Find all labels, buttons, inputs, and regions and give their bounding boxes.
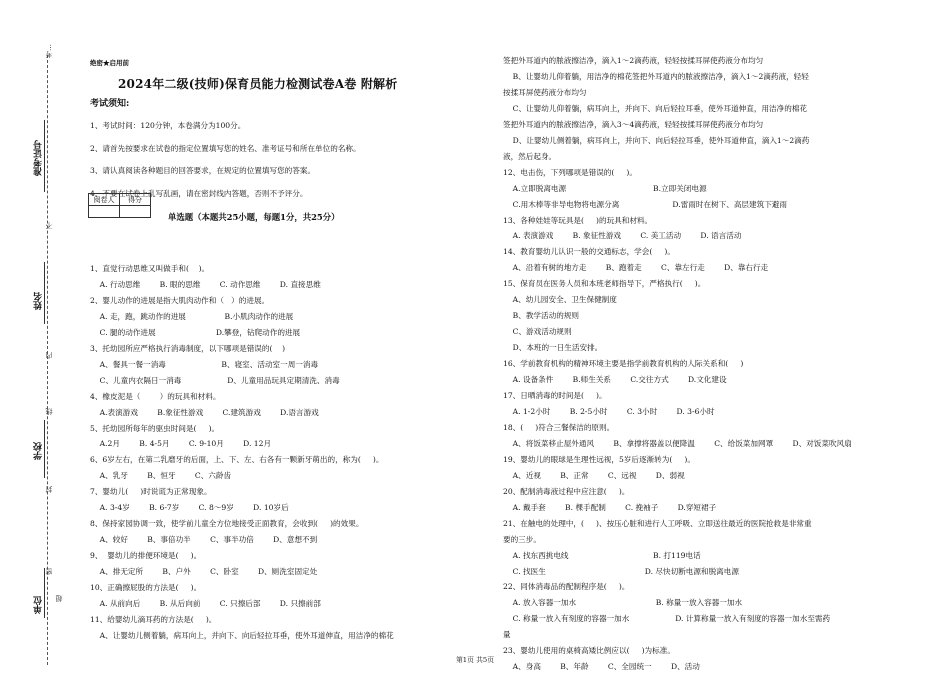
question-line: 4、橡皮泥是（ ）的玩具和材料。 — [90, 391, 221, 401]
unit-label: 单位 — [34, 596, 44, 614]
question-line: A、沿着有树的地方走 B、跑着走 C、靠左行走 D、靠右行走 — [503, 263, 769, 273]
question-line: C、儿童内衣隔日一消毒 D、儿童用品玩具定期清洗、消毒 — [90, 375, 340, 385]
question-line: 3、托幼园所应严格执行消毒制度，以下哪项是错误的( ) — [90, 343, 286, 353]
seal-word-3: 线 — [45, 408, 53, 415]
question-line: 按揉耳屏使药液分布均匀 — [503, 87, 587, 97]
question-line: 14、教育婴幼儿认识一般的交通标志，学会( )。 — [503, 247, 675, 257]
score-cell: 得分 — [120, 194, 151, 206]
question-line: 签把外耳道内的脓液擦洁净，滴入1～2滴药液，轻轻按揉耳屏使药液分布均匀 — [503, 56, 764, 65]
school-underline — [44, 420, 45, 478]
question-line: A. 1-2小时 B. 2-5小时 C. 3小时 D. 3-6小时 — [503, 406, 715, 416]
question-line: A、让婴幼儿侧着躺，病耳向上，并向下、向后轻拉耳垂，使外耳道伸直，用洁净的棉花 — [90, 630, 394, 640]
question-line: A. 从前向后 B. 从后向前 C. 只擦后部 D. 只擦前部 — [90, 599, 321, 609]
question-line: C、让婴幼儿仰着躺，病耳向上，并向下、向后轻拉耳垂，使外耳道伸直，用洁净的棉花 — [503, 103, 808, 113]
question-line: A、幼儿园安全、卫生保健制度 — [503, 295, 617, 305]
question-line: 18、( )符合三餐保洁的原则。 — [503, 422, 615, 432]
question-line: C、游戏活动规则 — [503, 327, 572, 337]
question-line: 11、给婴幼儿滴耳药的方法是( )。 — [90, 614, 217, 624]
question-line: 23、婴幼儿使用的桌椅高矮比例应以( )为标准。 — [503, 646, 675, 656]
question-line: C.用木棒等非导电物将电源分离 D.雷雨时在树下、高层建筑下避雨 — [503, 199, 787, 209]
question-line: 10、正确擦屁股的方法是( )。 — [90, 583, 202, 593]
question-line: A.立即脱离电源 B.立即关闭电源 — [503, 183, 707, 193]
question-line: A、较好 B、事倍功半 C、事半功倍 D、意想不到 — [90, 535, 318, 545]
question-line: C. 称量一放入有刻度的容器一加水 D. 计算称量一放入有刻度的容器一加水至需药 — [503, 614, 831, 624]
question-line: A. 表演游戏 B. 象征性游戏 C. 美工活动 D. 语言活动 — [503, 231, 742, 241]
right-question-list — [503, 53, 935, 675]
page-footer: 第1页 共5页 — [456, 656, 494, 664]
exam-title: 2024年二级(技师)保育员能力检测试卷A卷 附解析 — [118, 77, 398, 91]
question-line: 15、保育员在医务人员和本班老师指导下，严格执行( )。 — [503, 279, 706, 289]
question-line: 签把外耳道内的脓液擦洁净，滴入3～4滴药液，轻轻按揉耳屏使药液分布均匀 — [503, 119, 764, 129]
question-line: 要的三步。 — [503, 534, 541, 544]
question-line: 液，然后起身。 — [503, 151, 557, 161]
question-line: 1、直觉行动思维又叫做手和( )。 — [90, 264, 210, 273]
notice-item: 4、不要在试卷上乱写乱画，请在密封线内答题，否则不予评分。 — [90, 188, 308, 198]
question-line: 21、在触电的处理中，( )、按压心脏和进行人工呼吸、立即送往最近的医院抢救是非常重 — [503, 518, 812, 528]
question-line: A.2月 B. 4-5月 C. 9-10月 D. 12月 — [90, 439, 272, 449]
question-line: A. 放入容器一加水 B. 称量一放入容器一加水 — [503, 598, 743, 608]
seal-word-5: 密 — [45, 568, 53, 575]
score-blank[interactable] — [120, 206, 151, 218]
question-line: 12、电击伤，下列哪项是错误的( )。 — [503, 167, 637, 177]
question-line: B、让婴幼儿仰着躺，用洁净的棉花签把外耳道内的脓液擦洁净，滴入1～2滴药液，轻轻 — [503, 71, 809, 81]
notice-list — [90, 115, 480, 205]
question-line: 7、婴幼儿( )时说谎为正常现象。 — [90, 487, 212, 497]
question-line: A. 找东西挑电线 B. 打119电话 — [503, 550, 701, 560]
binding-margin — [0, 0, 70, 671]
question-line: 16、学前教育机构的精神环境主要是指学前教育机构的人际关系和( ) — [503, 359, 744, 369]
question-line: A、近视 B、正常 C、远视 D、弱视 — [503, 470, 685, 480]
question-line: A. 走，跑，跳动作的进展 B.小肌肉动作的进展 — [90, 311, 294, 321]
question-line: B、教学活动的规则 — [503, 311, 579, 321]
notice-item: 3、请认真阅读各种题目的回答要求，在规定的位置填写您的答案。 — [90, 166, 316, 175]
name-underline — [44, 262, 45, 324]
question-line: D、本班的一日生活安排。 — [503, 343, 603, 353]
question-line: 22、同体消毒品的配制程序是( )。 — [503, 582, 630, 592]
question-line: D、让婴幼儿侧着躺，病耳向上，并向下、向后轻拉耳垂，使外耳道伸直，滴入1～2滴药 — [503, 135, 810, 145]
secret-mark: 绝密★启用前 — [90, 59, 129, 67]
question-line: A、排无定所 B、户外 C、卧室 D、厕洗室固定处 — [90, 567, 318, 577]
notice-item: 2、请首先按要求在试卷的指定位置填写您的姓名、准考证号和所在单位的名称。 — [90, 143, 361, 153]
seal-word-2: 内 — [45, 352, 53, 359]
margin-bottom-mark: 超 — [55, 595, 63, 602]
question-line: A、身高 B、年龄 C、全园统一 D、活动 — [503, 662, 700, 672]
section-heading: 单选题（本题共25小题，每题1分，共25分） — [168, 212, 340, 222]
question-line: 9、 婴幼儿的排便环境是( )。 — [90, 551, 202, 561]
question-line: 5、托幼园所每年的驱虫时间是( )。 — [90, 423, 220, 433]
left-question-list — [90, 261, 482, 644]
question-line: 量 — [503, 630, 511, 640]
candidate-id-underline — [44, 120, 45, 192]
question-line: 6、6岁左右，在第二乳磨牙的后面，上、下、左、右各有一颗新牙萌出的，称为( )。 — [90, 455, 384, 465]
question-line: A.表演游戏 B.象征性游戏 C.建筑游戏 D.语言游戏 — [90, 407, 319, 417]
school-label: 学校 — [34, 442, 44, 460]
name-label: 姓名 — [34, 292, 44, 310]
unit-underline — [44, 568, 45, 618]
question-line: A、将饭菜移止屋外通风 B、拿撑将器盖以便降温 C、给饭菜加网罩 D、对饭菜吹风扇 — [503, 438, 852, 448]
reviewer-blank[interactable] — [89, 206, 120, 218]
question-line: A. 3-4岁 B. 6-7岁 C. 8～9岁 D. 10岁后 — [90, 503, 289, 513]
score-table — [88, 193, 151, 218]
question-line: 17、日晒消毒的时间是( )。 — [503, 391, 607, 401]
question-line: 19、婴幼儿的眼球是生理性远视，5岁后逐渐转为( )。 — [503, 454, 695, 464]
question-line: C. 腿的动作进展 D.攀登，钻爬动作的进展 — [90, 327, 301, 337]
question-line: 2、婴儿动作的进展是指大肌肉动作和（ ）的进展。 — [90, 295, 270, 305]
question-line: A. 设备条件 B.师生关系 C.交往方式 D.文化建设 — [503, 375, 727, 385]
question-line: 13、各种娃娃等玩具是( )的玩具和材料。 — [503, 215, 653, 225]
question-line: C. 找医生 D. 尽快切断电源和脱离电源 — [503, 566, 739, 576]
margin-top-mark: 考… — [45, 44, 53, 58]
seal-word-1: 不 — [45, 222, 53, 229]
question-line: A、餐具一餐一消毒 B、寝室、活动室一周一消毒 — [90, 359, 319, 369]
question-line: 20、配制消毒液过程中应注意( )。 — [503, 486, 630, 496]
candidate-id-label: 准考证号 — [34, 140, 44, 176]
question-line: A. 戴手套 B. 棵手配制 C. 挽袖子 D.穿短裙子 — [503, 502, 717, 512]
reviewer-cell: 阅卷人 — [89, 194, 120, 206]
notice-item: 1、考试时间：120分钟，本卷满分为100分。 — [90, 121, 246, 130]
seal-word-4: 封 — [45, 486, 53, 493]
question-line: 8、保持家园协调一致，使学前儿童全方位地接受正面教育，会收到( )的效果。 — [90, 519, 364, 529]
question-line: A、乳牙 B、恒牙 C、六龄齿 — [90, 471, 232, 481]
question-line: A. 行动思维 B. 眼的思维 C. 动作思维 D. 直接思维 — [90, 279, 321, 289]
notice-heading: 考试须知: — [90, 99, 130, 109]
